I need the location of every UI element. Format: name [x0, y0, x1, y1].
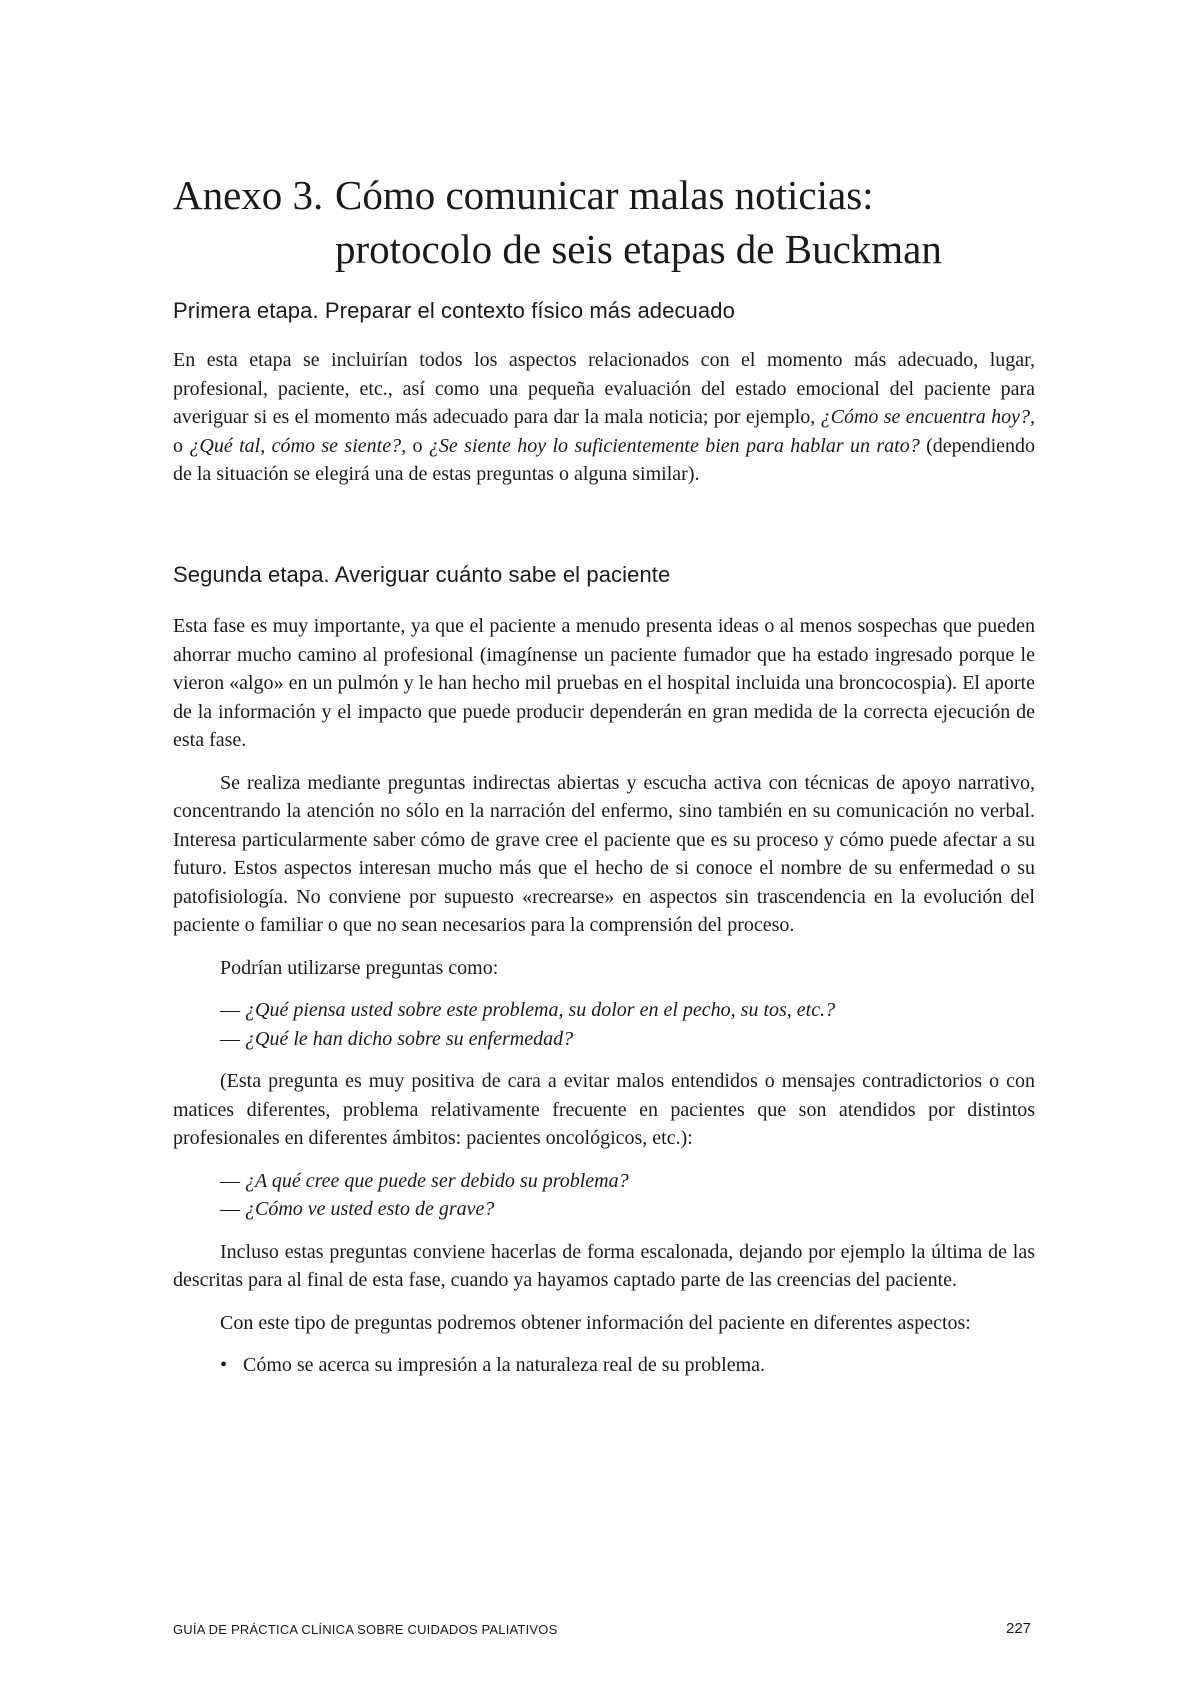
example-question: ¿Qué tal, cómo se siente?,	[189, 434, 407, 457]
text-run: (dependiendo de la situación se elegirá una de estas preguntas o alguna similar).	[173, 434, 1035, 485]
paragraph: Incluso estas preguntas conviene hacerlas de forma escalonada, dejando por ejemplo la última de las descritas para al final de esta fase, cuando ya hayamos captado parte de las creencias del paciente.	[173, 1240, 1035, 1291]
paragraph	[173, 346, 1035, 489]
text-run: En esta etapa se incluirían todos los aspectos relacionados con el momento más adecuado, lugar, profesional, paciente, etc., así como una pequeña evaluación del estado emocional del paciente para averiguar si es el momento más adecuado para dar la mala noticia; por ejemplo,	[173, 349, 1035, 428]
annex-number: Anexo 3.	[173, 172, 324, 218]
section-heading-stage-1: Primera etapa. Preparar el contexto físico más adecuado	[173, 298, 735, 323]
question-text: ¿A qué cree que puede ser debido su problema?	[245, 1169, 629, 1192]
question-item	[173, 996, 1035, 1025]
example-question: ¿Se siente hoy lo suficientemente bien para hablar un rato?	[428, 434, 920, 457]
dash-mark: —	[220, 1198, 240, 1220]
question-text: ¿Qué le han dicho sobre su enfermedad?	[245, 1027, 574, 1050]
bullet-icon: •	[220, 1354, 228, 1376]
paragraph: Se realiza mediante preguntas indirectas abiertas y escucha activa con técnicas de apoyo narrativo, concentrando la atención no sólo en la narración del enfermo, sino también en su comunicación no verbal. Interesa particularmente saber cómo de grave cree el paciente que es su proceso y cómo puede afectar a su futuro. Estos aspectos interesan mucho más que el hecho de si conoce el nombre de su enfermedad o su patofisiología. No conviene por supuesto «recrearse» en aspectos sin trascendencia en la evolución del paciente o familiar o que no sean necesarios para la comprensión del proceso.	[173, 771, 1035, 936]
dash-mark: —	[220, 999, 240, 1021]
text-run: o	[406, 434, 429, 457]
paragraph: Esta fase es muy importante, ya que el paciente a menudo presenta ideas o al menos sospechas que pueden ahorrar mucho camino al profesional (imagínense un paciente fumador que ha estado ingresado porque le vieron «algo» en un pulmón y le han hecho mil pruebas en el hospital incluida una broncocospia). El aporte de la información y el impacto que puede producir dependerán en gran medida de la correcta ejecución de esta fase.	[173, 615, 1035, 751]
title-line-1: Cómo comunicar malas noticias:	[335, 172, 874, 218]
running-footer: GUÍA DE PRÁCTICA CLÍNICA SOBRE CUIDADOS PALIATIVOS	[173, 1622, 558, 1637]
question-text: ¿Cómo ve usted esto de grave?	[245, 1198, 495, 1220]
dash-mark: —	[220, 1169, 240, 1192]
list-item	[173, 1351, 1035, 1380]
question-item	[173, 1195, 1035, 1224]
dash-mark: —	[220, 1027, 240, 1050]
question-item	[173, 1025, 1035, 1054]
section-1-body	[173, 346, 1035, 489]
paragraph: Con este tipo de preguntas podremos obtener información del paciente en diferentes aspectos:	[220, 1311, 971, 1334]
page-number: 227	[1006, 1620, 1032, 1637]
text-run: o	[173, 434, 190, 457]
paragraph: Podrían utilizarse preguntas como:	[220, 956, 499, 979]
paragraph: (Esta pregunta es muy positiva de cara a evitar malos entendidos o mensajes contradictorios o con matices diferentes, problema relativamente frecuente en pacientes que son atendidos por distintos profesionales en diferentes ámbitos: pacientes oncológicos, etc.):	[173, 1070, 1035, 1149]
list-item-text: Cómo se acerca su impresión a la naturaleza real de su problema.	[243, 1354, 766, 1376]
section-2-body	[173, 612, 1035, 1380]
page-title	[173, 168, 1073, 276]
question-item	[173, 1167, 1035, 1196]
title-line-2: protocolo de seis etapas de Buckman	[335, 226, 942, 272]
question-text: ¿Qué piensa usted sobre este problema, su dolor en el pecho, su tos, etc.?	[245, 999, 836, 1021]
example-question: ¿Cómo se encuentra hoy?,	[820, 406, 1036, 428]
section-heading-stage-2: Segunda etapa. Averiguar cuánto sabe el paciente	[173, 562, 671, 587]
